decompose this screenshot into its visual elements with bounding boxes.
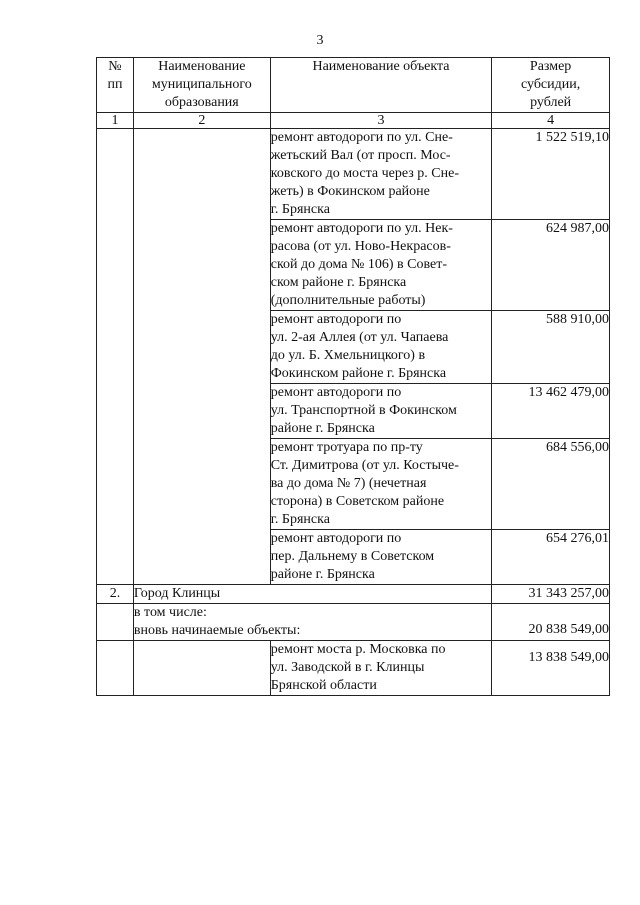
- including-label: в том числе: вновь начинаемые объекты:: [133, 604, 491, 641]
- column-number: 4: [492, 113, 610, 129]
- page-number: 3: [316, 33, 324, 48]
- object-name: ремонт автодороги по пер. Дальнему в Советском районе г. Брянска: [270, 530, 491, 585]
- subsidy-amount: 13 838 549,00: [492, 641, 610, 696]
- column-number: 3: [270, 113, 491, 129]
- empty-municipality-cell: [133, 129, 270, 585]
- subsidy-amount: 624 987,00: [492, 220, 610, 311]
- table-header-row: [97, 58, 610, 113]
- municipality-name: Город Клинцы: [133, 585, 491, 604]
- column-number-row: [97, 113, 610, 129]
- column-number: 2: [133, 113, 270, 129]
- empty-number-cell: [97, 604, 134, 641]
- subsidy-table: [96, 57, 610, 696]
- subsidy-amount: 1 522 519,10: [492, 129, 610, 220]
- subsidy-amount: 31 343 257,00: [492, 585, 610, 604]
- table-row-klintsy: [97, 585, 610, 604]
- object-name: ремонт автодороги по ул. 2-ая Аллея (от ул. Чапаева до ул. Б. Хмельницкого) в Фокинском районе г. Брянска: [270, 311, 491, 384]
- object-name: ремонт автодороги по ул. Транспортной в Фокинском районе г. Брянска: [270, 384, 491, 439]
- object-name: ремонт автодороги по ул. Сне- жетьский Вал (от просп. Мос- ковского до моста через р. Сне- жеть) в Фокинском районе г. Брянска: [270, 129, 491, 220]
- subsidy-amount: 588 910,00: [492, 311, 610, 384]
- empty-number-cell: [97, 129, 134, 585]
- subsidy-amount: 13 462 479,00: [492, 384, 610, 439]
- object-name: ремонт моста р. Московка по ул. Заводской в г. Клинцы Брянской области: [270, 641, 491, 696]
- header-object: Наименование объекта: [270, 58, 491, 113]
- header-municipality: Наименование муниципального образования: [133, 58, 270, 113]
- subsidy-amount: 20 838 549,00: [492, 604, 610, 641]
- empty-number-cell: [97, 641, 134, 696]
- empty-municipality-cell: [133, 641, 270, 696]
- column-number: 1: [97, 113, 134, 129]
- header-number: № пп: [97, 58, 134, 113]
- object-name: ремонт тротуара по пр-ту Ст. Димитрова (от ул. Костыче- ва до дома № 7) (нечетная сторона) в Советском районе г. Брянска: [270, 439, 491, 530]
- subsidy-amount: 684 556,00: [492, 439, 610, 530]
- object-name: ремонт автодороги по ул. Нек- расова (от ул. Ново-Некрасов- ской до дома № 106) в Совет- ском районе г. Брянска (дополнительные работы): [270, 220, 491, 311]
- subsidy-amount: 654 276,01: [492, 530, 610, 585]
- header-subsidy: Размер субсидии, рублей: [492, 58, 610, 113]
- row-number: 2.: [97, 585, 134, 604]
- table-row: [97, 641, 610, 696]
- table-row-including: [97, 604, 610, 641]
- table-row: [97, 129, 610, 220]
